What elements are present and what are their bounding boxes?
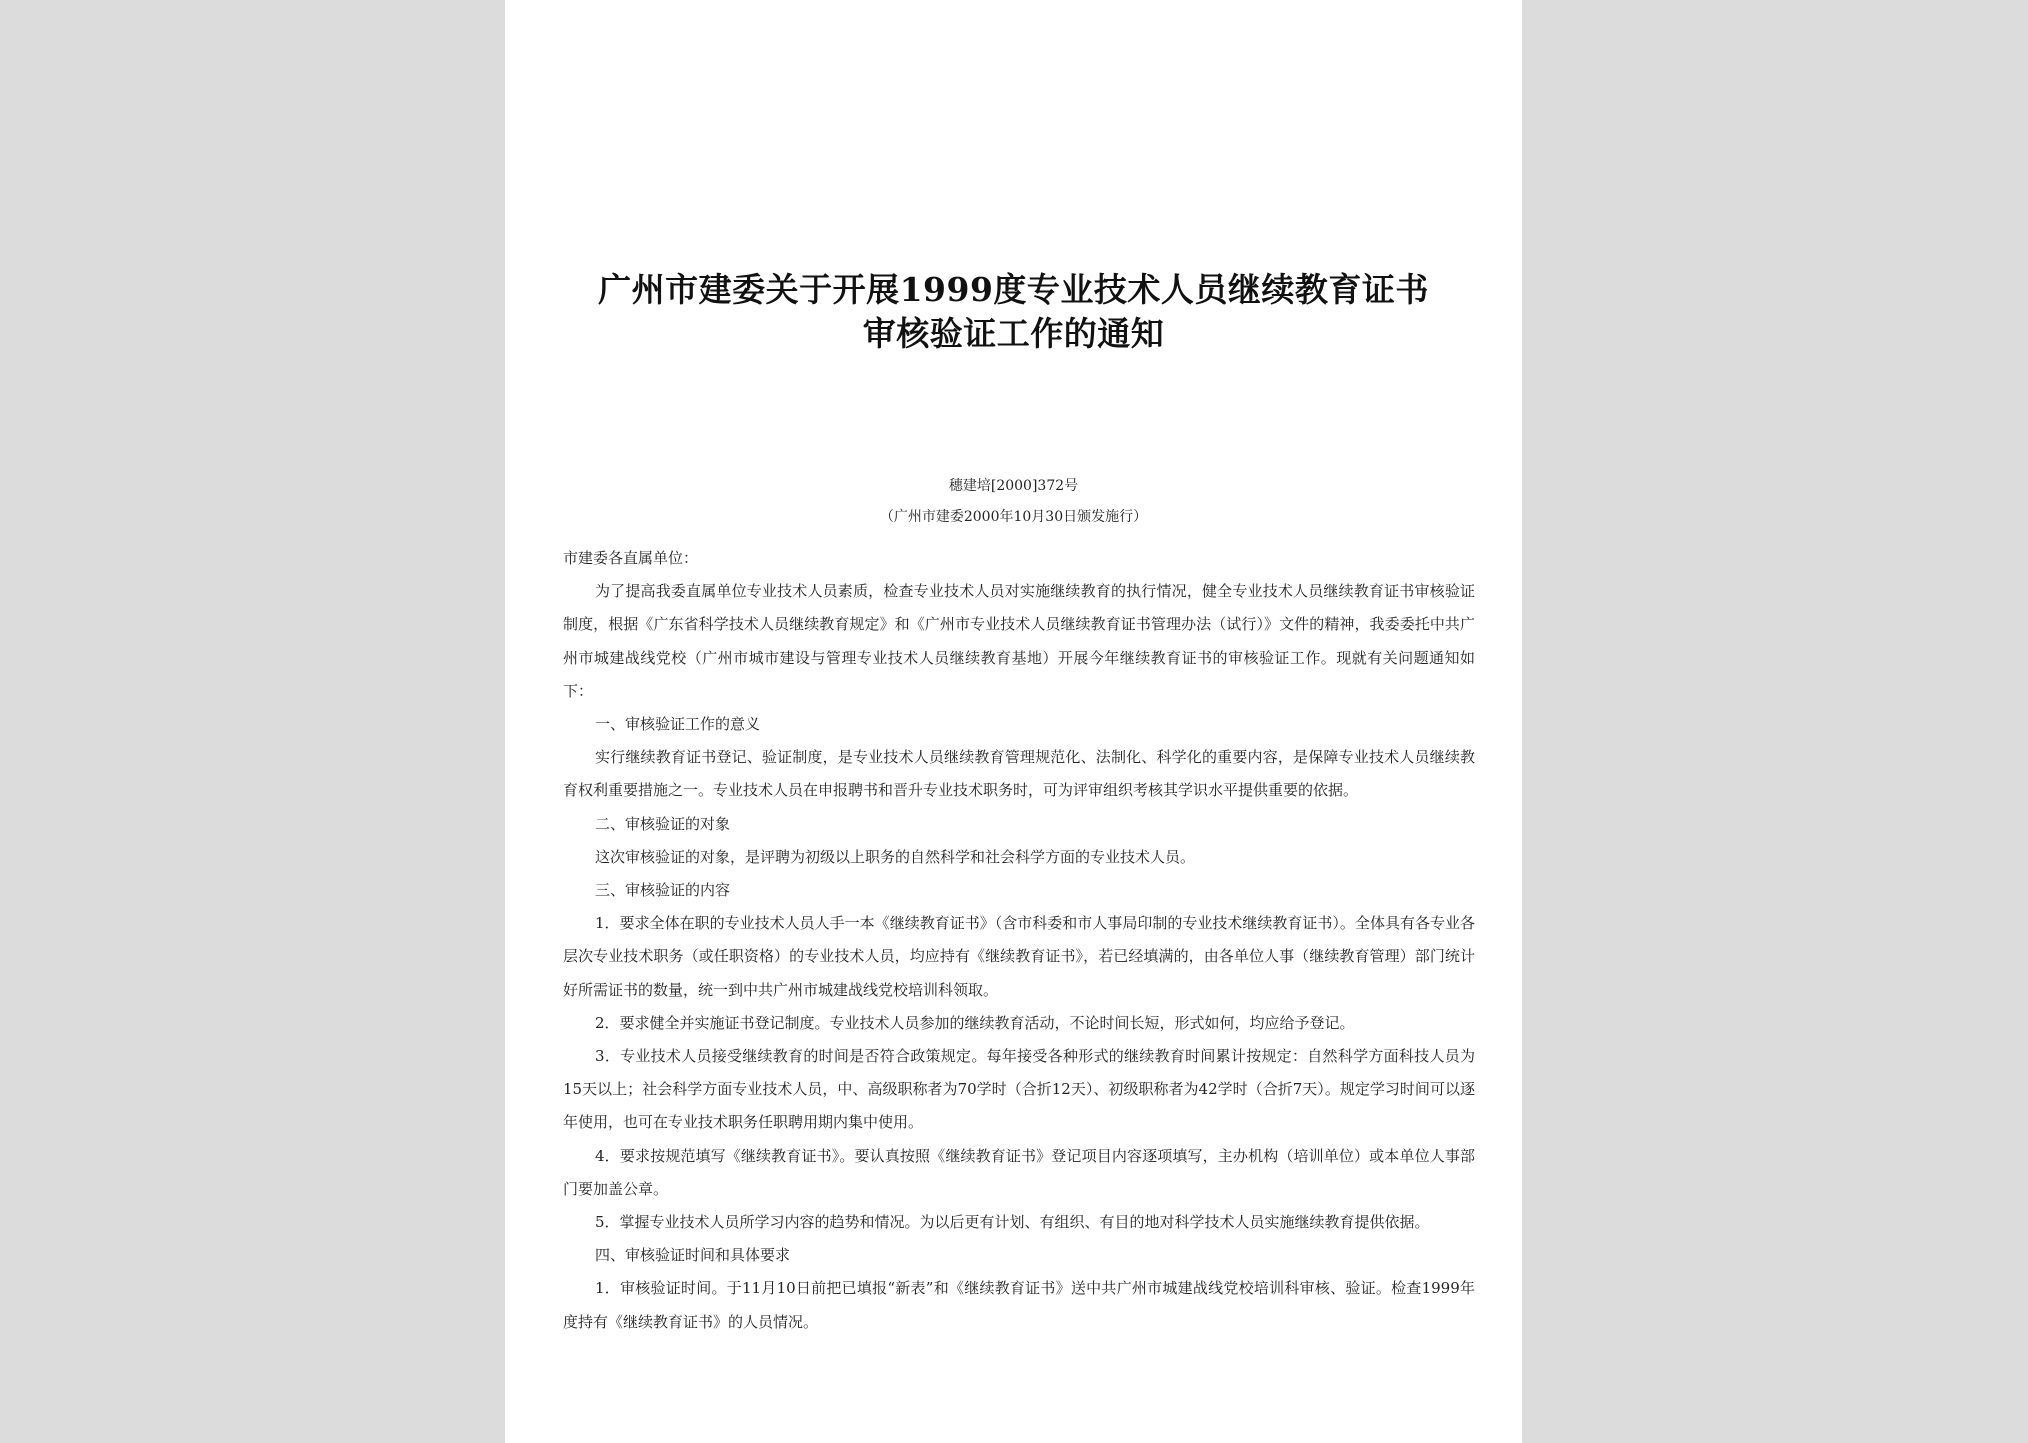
issue-note: （广州市建委2000年10月30日颁发施行）: [879, 509, 1148, 525]
list-item-1: 1．要求全体在职的专业技术人员人手一本《继续教育证书》（含市科委和市人事局印制的专业技术继续教育证书）。全体具有各专业各层次专业技术职务（或任职资格）的专业技术人员，均应持有《继续教育证书》，若已经填满的，由各单位人事（继续教育管理）部门统计好所需证书的数量，统一到中共广州市城建战线党校培训科领取。: [563, 914, 1475, 999]
section-heading-1: 一、审核验证工作的意义: [595, 715, 761, 734]
list-item-4: 4．要求按规范填写《继续教育证书》。要认真按照《继续教育证书》登记项目内容逐项填写，主办机构（培训单位）或本单位人事部门要加盖公章。: [563, 1146, 1475, 1198]
paragraph-significance: 实行继续教育证书登记、验证制度，是专业技术人员继续教育管理规范化、法制化、科学化的重要内容，是保障专业技术人员继续教育权利重要措施之一。专业技术人员在申报聘书和晋升专业技术职务时，可为评审组织考核其学识水平提供重要的依据。: [563, 748, 1475, 800]
title-line-1: 广州市建委关于开展1999度专业技术人员继续教育证书: [598, 270, 1429, 309]
paragraph-intro: 为了提高我委直属单位专业技术人员素质，检查专业技术人员对实施继续教育的执行情况，健全专业技术人员继续教育证书审核验证制度，根据《广东省科学技术人员继续教育规定》和《广州市专业技术人员继续教育证书管理办法（试行）》文件的精神，我委委托中共广州市城建战线党校（广州市城市建设与管理专业技术人员继续教育基地）开展今年继续教育证书的审核验证工作。现就有关问题通知如下：: [563, 582, 1475, 700]
title-line-2: 审核验证工作的通知: [862, 314, 1165, 353]
document-title: [545, 268, 1482, 356]
section-heading-3: 三、审核验证的内容: [595, 881, 731, 900]
section-heading-2: 二、审核验证的对象: [595, 814, 731, 833]
section-heading-4: 四、审核验证时间和具体要求: [595, 1246, 791, 1265]
paragraph-targets: 这次审核验证的对象，是评聘为初级以上职务的自然科学和社会科学方面的专业技术人员。: [595, 847, 1196, 866]
list-item-3: 3．专业技术人员接受继续教育的时间是否符合政策规定。每年接受各种形式的继续教育时间累计按规定：自然科学方面科技人员为15天以上；社会科学方面专业技术人员，中、高级职称者为70学时（合折12天）、初级职称者为42学时（合折7天）。规定学习时间可以逐年使用，也可在专业技术职务任职聘用期内集中使用。: [563, 1047, 1475, 1132]
document-page: [505, 0, 1522, 1443]
list-item-2: 2．要求健全并实施证书登记制度。专业技术人员参加的继续教育活动，不论时间长短，形式如何，均应给予登记。: [595, 1013, 1355, 1032]
list-item-5: 5．掌握专业技术人员所学习内容的趋势和情况。为以后更有计划、有组织、有目的地对科学技术人员实施继续教育提供依据。: [595, 1213, 1430, 1232]
list-item-time: 1．审核验证时间。于11月10日前把已填报“新表”和《继续教育证书》送中共广州市城建战线党校培训科审核、验证。检查1999年度持有《继续教育证书》的人员情况。: [563, 1279, 1475, 1331]
document-number: 穗建培[2000]372号: [948, 478, 1079, 494]
document-body: [563, 542, 1475, 1339]
salutation: 市建委各直属单位：: [563, 549, 699, 567]
